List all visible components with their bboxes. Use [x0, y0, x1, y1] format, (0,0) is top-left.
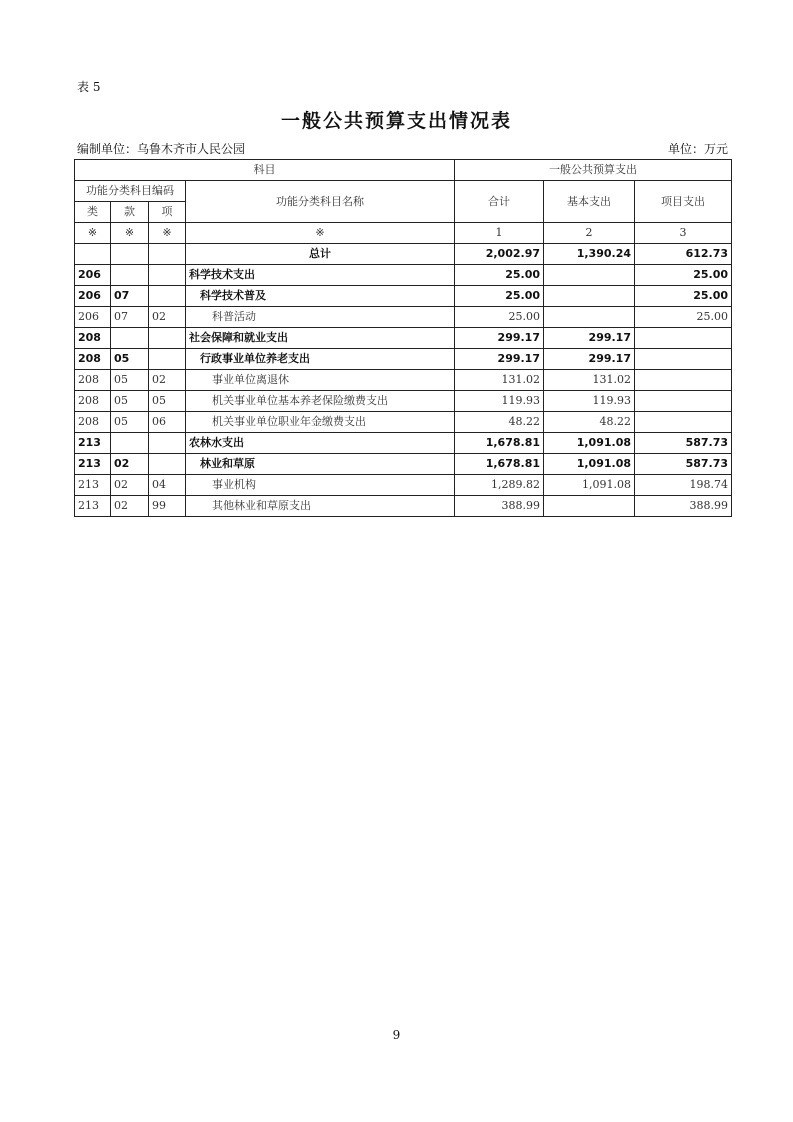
header-basic: 基本支出 — [544, 181, 635, 223]
code-lei-cell: 208 — [75, 370, 111, 391]
empty-cell — [75, 244, 111, 265]
grand-total-label: 总计 — [186, 244, 455, 265]
header-kuan: 款 — [111, 202, 149, 223]
project-cell — [635, 412, 732, 433]
total-cell: 25.00 — [455, 307, 544, 328]
project-cell: 25.00 — [635, 265, 732, 286]
header-func-name: 功能分类科目名称 — [186, 181, 455, 223]
code-kuan-cell: 05 — [111, 412, 149, 433]
basic-cell: 1,091.08 — [544, 433, 635, 454]
code-xiang-cell — [149, 433, 186, 454]
total-cell: 1,678.81 — [455, 433, 544, 454]
subject-name-cell: 事业机构 — [186, 475, 455, 496]
grand-total-total: 2,002.97 — [455, 244, 544, 265]
code-lei-cell: 206 — [75, 286, 111, 307]
header-func-code: 功能分类科目编码 — [75, 181, 186, 202]
subject-name-cell: 行政事业单位养老支出 — [186, 349, 455, 370]
table-row — [75, 391, 732, 412]
code-lei-cell: 208 — [75, 349, 111, 370]
header-lei: 类 — [75, 202, 111, 223]
code-xiang-cell: 02 — [149, 307, 186, 328]
header-project: 项目支出 — [635, 181, 732, 223]
project-cell: 25.00 — [635, 286, 732, 307]
basic-cell — [544, 307, 635, 328]
code-lei-cell: 213 — [75, 496, 111, 517]
code-lei-cell: 206 — [75, 265, 111, 286]
col-index-2: 2 — [544, 223, 635, 244]
header-row-1 — [75, 160, 732, 181]
total-cell: 48.22 — [455, 412, 544, 433]
table-row — [75, 328, 732, 349]
code-kuan-cell: 05 — [111, 370, 149, 391]
basic-cell: 119.93 — [544, 391, 635, 412]
basic-cell: 299.17 — [544, 328, 635, 349]
code-kuan-cell: 05 — [111, 349, 149, 370]
project-cell — [635, 391, 732, 412]
grand-total-project: 612.73 — [635, 244, 732, 265]
total-cell: 299.17 — [455, 328, 544, 349]
subject-name-cell: 其他林业和草原支出 — [186, 496, 455, 517]
table-row — [75, 307, 732, 328]
code-lei-cell: 206 — [75, 307, 111, 328]
code-xiang-cell — [149, 454, 186, 475]
code-xiang-cell: 05 — [149, 391, 186, 412]
total-cell: 25.00 — [455, 265, 544, 286]
currency-unit: 单位：万元 — [667, 142, 728, 156]
col-index-1: 1 — [455, 223, 544, 244]
code-kuan-cell: 02 — [111, 496, 149, 517]
subject-name-cell: 农林水支出 — [186, 433, 455, 454]
header-xiang: 项 — [149, 202, 186, 223]
table-row — [75, 349, 732, 370]
table-row — [75, 433, 732, 454]
total-cell: 25.00 — [455, 286, 544, 307]
subject-name-cell: 社会保障和就业支出 — [186, 328, 455, 349]
budget-table — [74, 159, 732, 517]
mark-cell: ※ — [75, 223, 111, 244]
mark-cell: ※ — [149, 223, 186, 244]
table-row — [75, 412, 732, 433]
code-kuan-cell — [111, 433, 149, 454]
total-cell: 299.17 — [455, 349, 544, 370]
total-cell: 388.99 — [455, 496, 544, 517]
total-cell: 119.93 — [455, 391, 544, 412]
subject-name-cell: 科学技术支出 — [186, 265, 455, 286]
table-row — [75, 475, 732, 496]
table-row — [75, 370, 732, 391]
project-cell: 388.99 — [635, 496, 732, 517]
project-cell: 587.73 — [635, 433, 732, 454]
subject-name-cell: 林业和草原 — [186, 454, 455, 475]
total-cell: 131.02 — [455, 370, 544, 391]
code-lei-cell: 208 — [75, 412, 111, 433]
basic-cell: 1,091.08 — [544, 454, 635, 475]
compiling-unit: 编制单位：乌鲁木齐市人民公园 — [77, 142, 246, 156]
code-kuan-cell: 07 — [111, 307, 149, 328]
table-row — [75, 496, 732, 517]
header-row-2 — [75, 181, 732, 202]
basic-cell — [544, 496, 635, 517]
basic-cell: 131.02 — [544, 370, 635, 391]
code-kuan-cell — [111, 265, 149, 286]
code-lei-cell: 208 — [75, 328, 111, 349]
subject-name-cell: 机关事业单位职业年金缴费支出 — [186, 412, 455, 433]
header-row-marks — [75, 223, 732, 244]
col-index-3: 3 — [635, 223, 732, 244]
code-xiang-cell: 02 — [149, 370, 186, 391]
header-total: 合计 — [455, 181, 544, 223]
code-lei-cell: 213 — [75, 433, 111, 454]
page-number: 9 — [392, 1028, 401, 1042]
mark-cell: ※ — [111, 223, 149, 244]
subject-name-cell: 科学技术普及 — [186, 286, 455, 307]
project-cell: 587.73 — [635, 454, 732, 475]
basic-cell: 299.17 — [544, 349, 635, 370]
empty-cell — [149, 244, 186, 265]
code-kuan-cell: 05 — [111, 391, 149, 412]
header-budget: 一般公共预算支出 — [455, 160, 732, 181]
code-xiang-cell — [149, 349, 186, 370]
basic-cell: 48.22 — [544, 412, 635, 433]
code-xiang-cell — [149, 328, 186, 349]
code-kuan-cell: 02 — [111, 475, 149, 496]
total-cell: 1,678.81 — [455, 454, 544, 475]
table-row — [75, 454, 732, 475]
code-lei-cell: 213 — [75, 454, 111, 475]
basic-cell — [544, 286, 635, 307]
table-row — [75, 265, 732, 286]
code-xiang-cell — [149, 286, 186, 307]
project-cell — [635, 370, 732, 391]
code-kuan-cell — [111, 328, 149, 349]
mark-cell: ※ — [186, 223, 455, 244]
project-cell: 25.00 — [635, 307, 732, 328]
project-cell — [635, 349, 732, 370]
table-number: 表 5 — [77, 80, 101, 94]
header-subject: 科目 — [75, 160, 455, 181]
basic-cell: 1,091.08 — [544, 475, 635, 496]
subject-name-cell: 科普活动 — [186, 307, 455, 328]
project-cell: 198.74 — [635, 475, 732, 496]
code-lei-cell: 208 — [75, 391, 111, 412]
total-cell: 1,289.82 — [455, 475, 544, 496]
code-xiang-cell: 06 — [149, 412, 186, 433]
code-kuan-cell: 07 — [111, 286, 149, 307]
code-kuan-cell: 02 — [111, 454, 149, 475]
grand-total-row — [75, 244, 732, 265]
basic-cell — [544, 265, 635, 286]
subject-name-cell: 事业单位离退休 — [186, 370, 455, 391]
grand-total-basic: 1,390.24 — [544, 244, 635, 265]
table-row — [75, 286, 732, 307]
code-xiang-cell: 99 — [149, 496, 186, 517]
page-title: 一般公共预算支出情况表 — [280, 110, 512, 132]
code-lei-cell: 213 — [75, 475, 111, 496]
project-cell — [635, 328, 732, 349]
code-xiang-cell — [149, 265, 186, 286]
subject-name-cell: 机关事业单位基本养老保险缴费支出 — [186, 391, 455, 412]
empty-cell — [111, 244, 149, 265]
code-xiang-cell: 04 — [149, 475, 186, 496]
